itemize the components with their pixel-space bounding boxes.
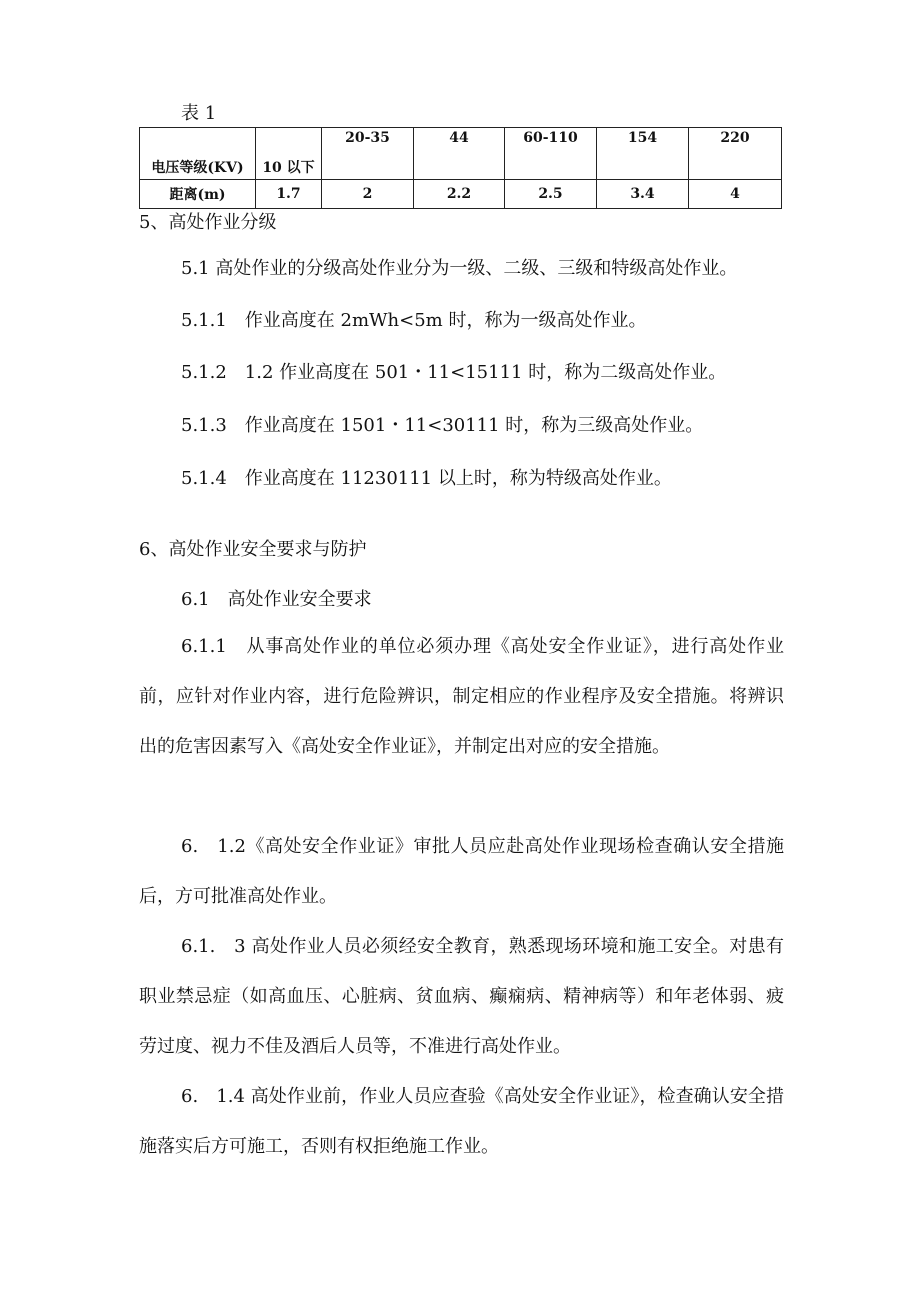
table-row-distance bbox=[140, 180, 782, 209]
section-6-heading: 6、高处作业安全要求与防护 bbox=[139, 539, 367, 560]
voltage-cell: 10 以下 bbox=[256, 128, 322, 180]
paragraph-6-1-2: 6. 1.2《高处安全作业证》审批人员应赴高处作业现场检查确认安全措施后，方可批准高处作业。 bbox=[139, 836, 784, 907]
voltage-cell: 44 bbox=[414, 128, 505, 180]
table-row-voltage bbox=[140, 128, 782, 180]
voltage-distance-table bbox=[139, 127, 782, 209]
paragraph-6-1-3: 6.1. 3 高处作业人员必须经安全教育，熟悉现场环境和施工安全。对患有职业禁忌症（如高血压、心脏病、贫血病、癫痫病、精神病等）和年老体弱、疲劳过度、视力不佳及酒后人员等，不准进行高处作业。 bbox=[139, 936, 784, 1057]
table-caption: 表 1 bbox=[181, 103, 217, 124]
paragraph-5-1: 5.1 高处作业的分级高处作业分为一级、二级、三级和特级高处作业。 bbox=[181, 258, 738, 279]
voltage-cell: 60-110 bbox=[505, 128, 597, 180]
paragraph-5-1-1: 5.1.1 作业高度在 2mWh<5m 时，称为一级高处作业。 bbox=[181, 310, 647, 331]
distance-cell: 1.7 bbox=[256, 180, 322, 209]
section-5-heading: 5、高处作业分级 bbox=[139, 212, 277, 233]
subsection-6-1-heading: 6.1 高处作业安全要求 bbox=[181, 589, 372, 610]
paragraph-5-1-2: 5.1.2 1.2 作业高度在 501・11<15111 时，称为二级高处作业。 bbox=[181, 362, 727, 383]
voltage-cell: 220 bbox=[689, 128, 782, 180]
paragraph-5-1-3: 5.1.3 作业高度在 1501・11<30111 时，称为三级高处作业。 bbox=[181, 415, 704, 436]
distance-header-cell: 距离(m) bbox=[140, 180, 256, 209]
distance-cell: 2 bbox=[322, 180, 414, 209]
distance-cell: 2.2 bbox=[414, 180, 505, 209]
paragraph-6-1-1: 6.1.1 从事高处作业的单位必须办理《高处安全作业证》，进行高处作业前，应针对作业内容，进行危险辨识，制定相应的作业程序及安全措施。将辨识出的危害因素写入《高处安全作业证》，并制定出对应的安全措施。 bbox=[139, 636, 784, 757]
paragraph-5-1-4: 5.1.4 作业高度在 11230111 以上时，称为特级高处作业。 bbox=[181, 468, 672, 489]
distance-cell: 3.4 bbox=[597, 180, 689, 209]
voltage-cell: 154 bbox=[597, 128, 689, 180]
voltage-cell: 20-35 bbox=[322, 128, 414, 180]
paragraph-6-1-4: 6. 1.4 高处作业前，作业人员应查验《高处安全作业证》，检查确认安全措施落实后方可施工，否则有权拒绝施工作业。 bbox=[139, 1086, 784, 1157]
distance-cell: 2.5 bbox=[505, 180, 597, 209]
distance-cell: 4 bbox=[689, 180, 782, 209]
voltage-header-cell: 电压等级(KV) bbox=[140, 128, 256, 180]
